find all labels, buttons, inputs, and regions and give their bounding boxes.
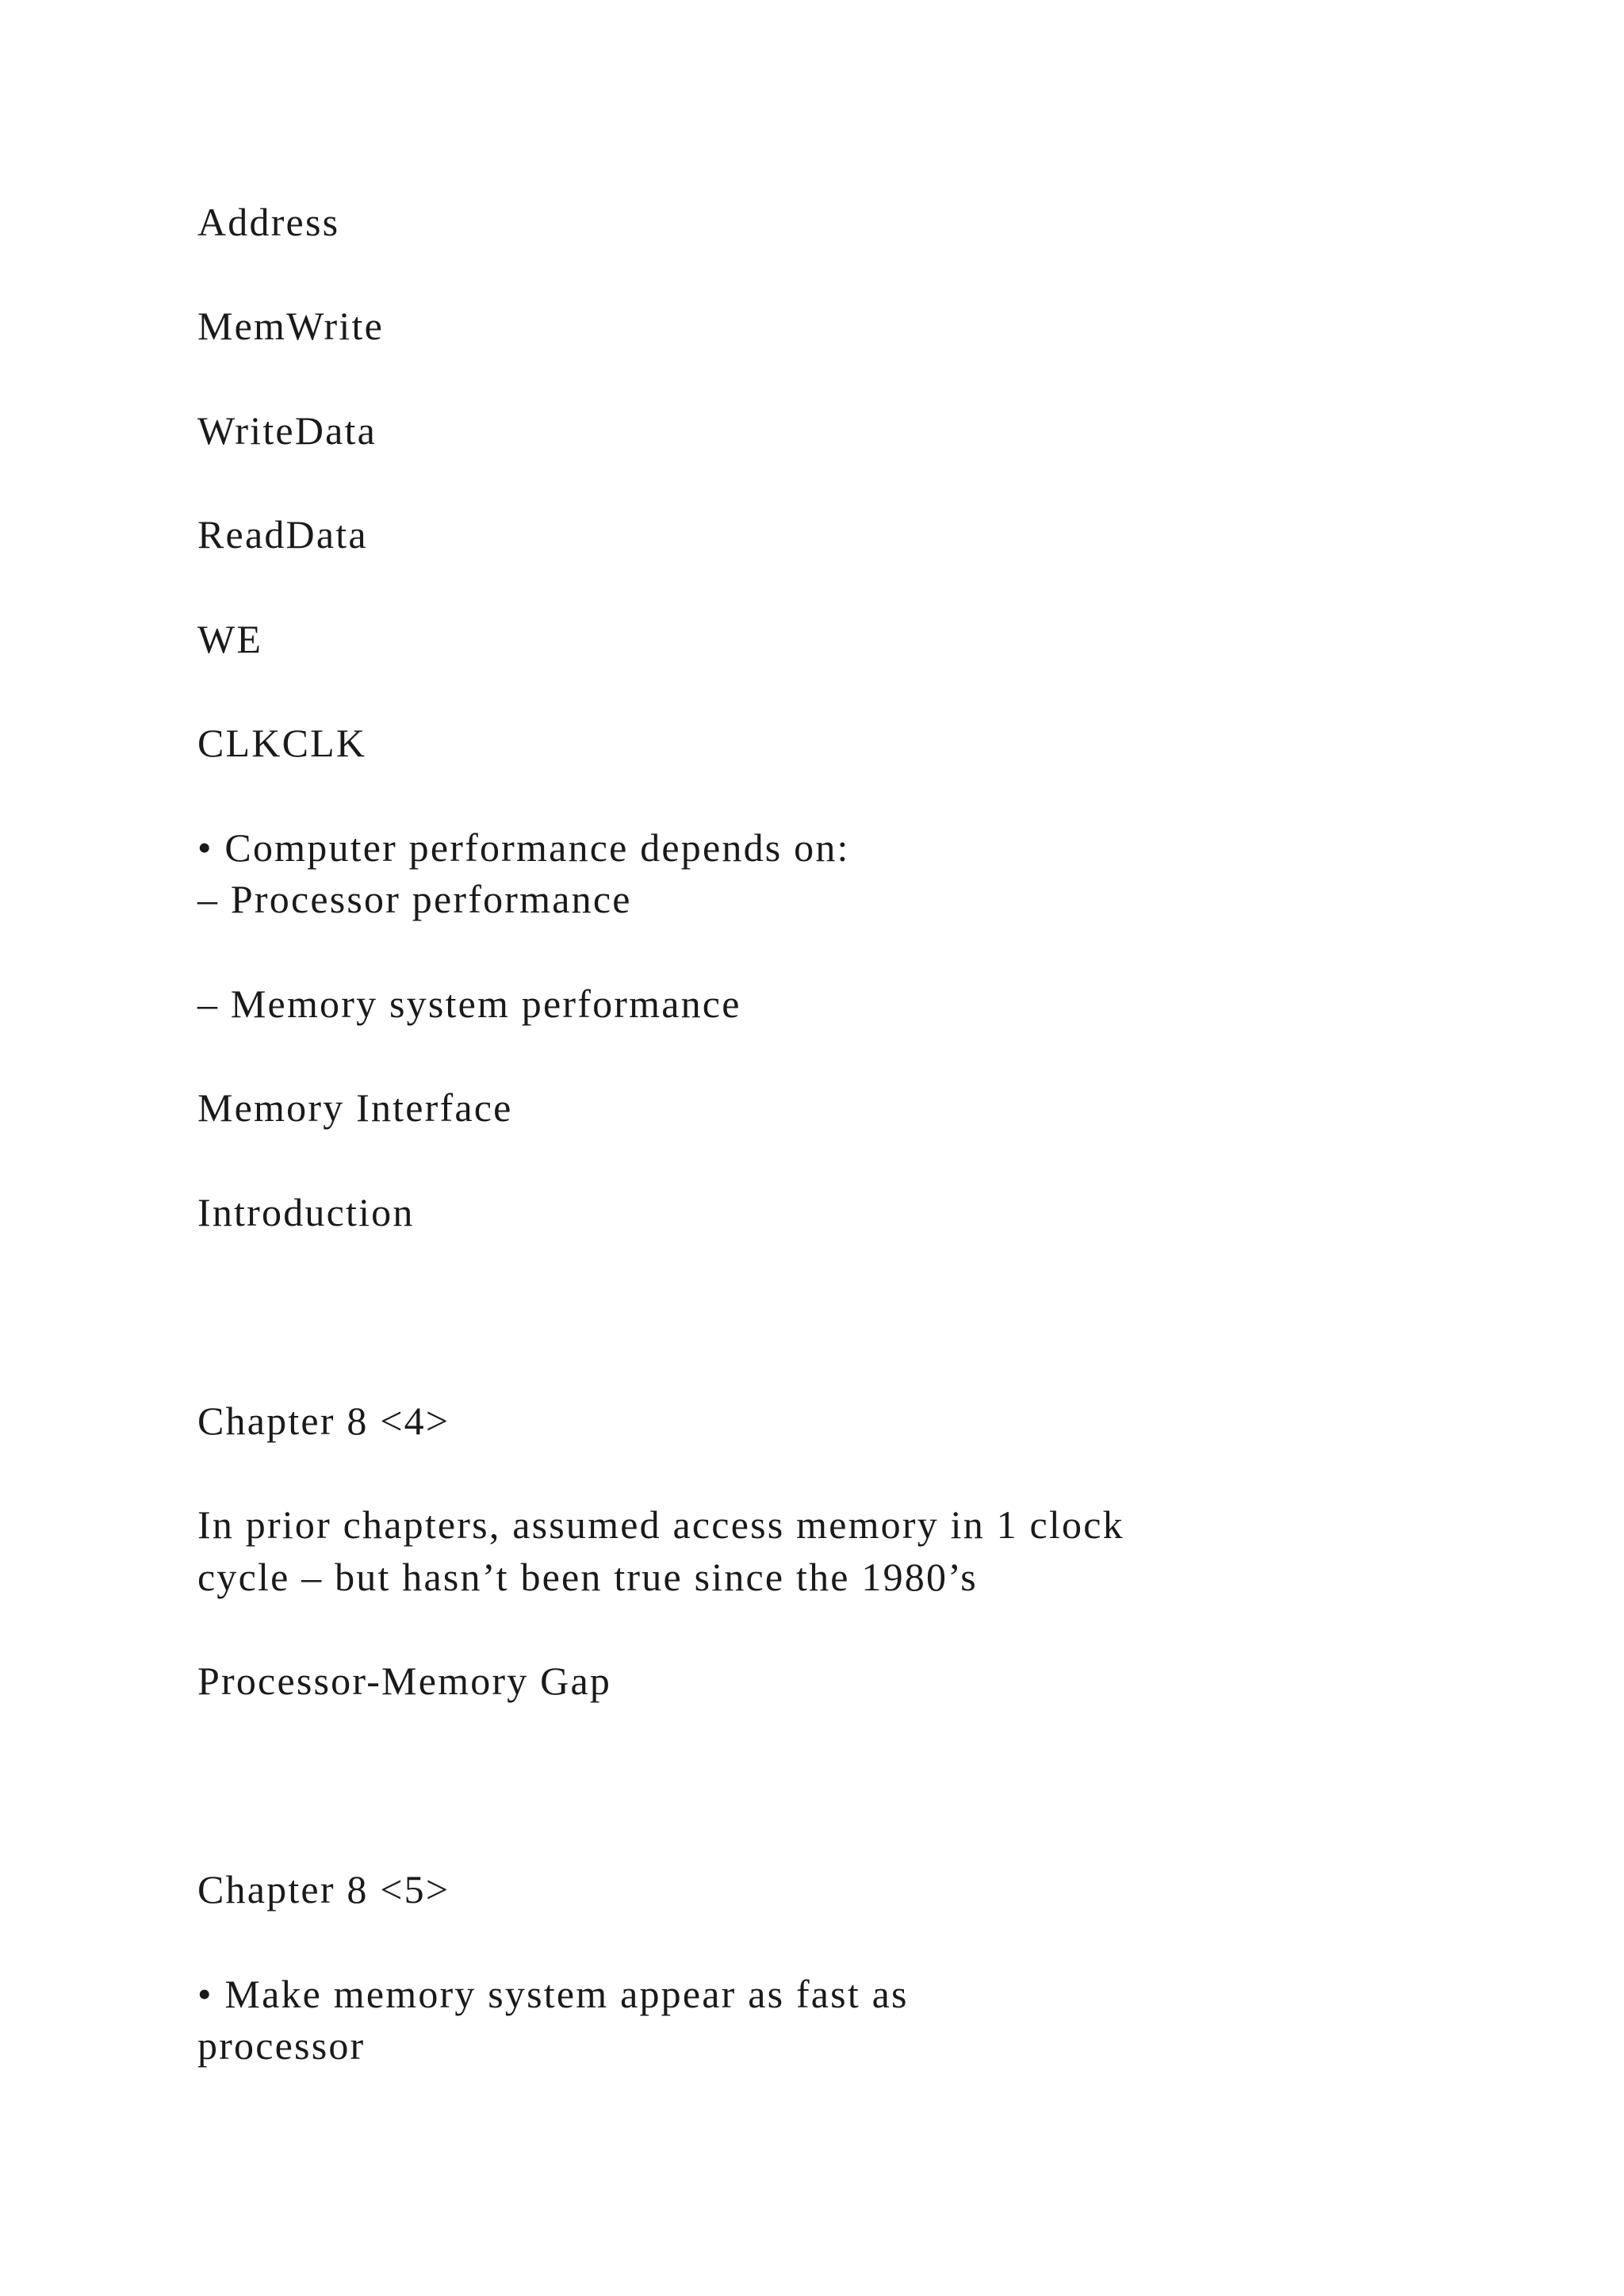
text-line-address: Address: [197, 200, 340, 244]
page-label-chapter-8-4: Chapter 8 <4>: [197, 1399, 450, 1443]
text-line-writedata: WriteData: [197, 408, 377, 453]
paragraph-line-2: cycle – but hasn’t been true since the 1980’s: [197, 1555, 978, 1599]
text-line-we: WE: [197, 617, 263, 661]
page-label-chapter-8-5: Chapter 8 <5>: [197, 1867, 450, 1911]
text-line-readdata: ReadData: [197, 512, 368, 557]
bullet-make-memory-fast: • Make memory system appear as fast as: [197, 1972, 909, 2016]
paragraph-line-1: In prior chapters, assumed access memory in 1 clock: [197, 1502, 1124, 1547]
subbullet-processor-perf: – Processor performance: [197, 877, 632, 921]
heading-introduction: Introduction: [197, 1190, 415, 1234]
heading-memory-interface: Memory Interface: [197, 1085, 513, 1130]
bullet-performance-depends: • Computer performance depends on:: [197, 825, 850, 870]
heading-processor-memory-gap: Processor-Memory Gap: [197, 1659, 612, 1703]
bullet-make-memory-fast-cont: processor: [197, 2023, 366, 2068]
text-line-clkclk: CLKCLK: [197, 721, 367, 765]
text-line-memwrite: MemWrite: [197, 304, 384, 348]
subbullet-memory-perf: – Memory system performance: [197, 982, 741, 1026]
